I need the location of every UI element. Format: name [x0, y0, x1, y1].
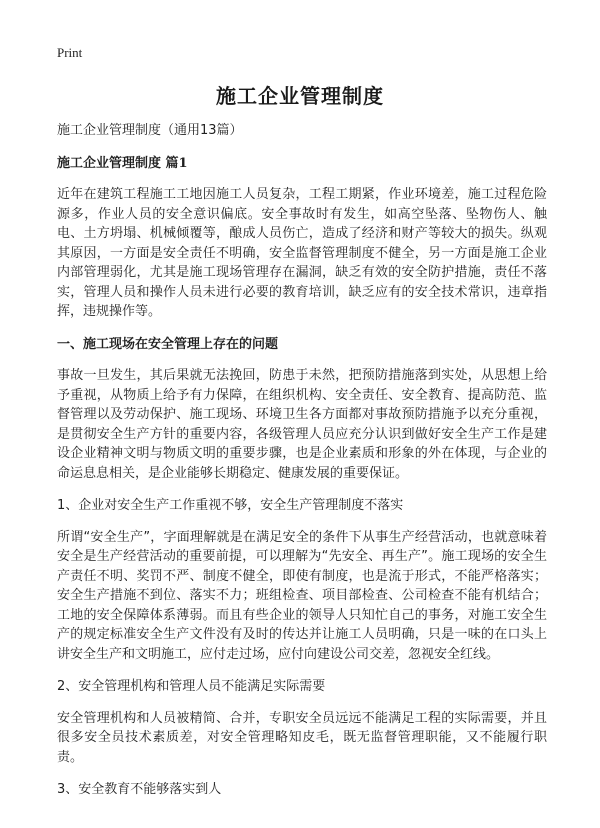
paragraph-accident-prevention: 事故一旦发生，其后果就无法挽回，防患于未然，把预防措施落到实处，从思想上给予重视，从物质上给予有力保障，在组织机构、安全责任、安全教育、提高防范、监督管理以及劳动保护、施工现场、环境卫生各方面都对事故预防措施予以充分重视，是贯彻安全生产方针的重要内容，各级管理人员应充分认识到做好安全生产工作是建设企业精神文明与物质文明的重要步骤，也是企业素质和形象的外在体现，与企业的命运息息相关，是企业能够长期稳定、健康发展的重要保证。 — [57, 368, 547, 481]
document-title: 施工企业管理制度 — [216, 84, 384, 108]
subheading-3: 3、安全教育不能够落实到人 — [57, 782, 222, 797]
document-subtitle: 施工企业管理制度（通用13篇） — [57, 123, 243, 138]
document-body — [57, 121, 547, 812]
paragraph-management-staff: 安全管理机构和人员被精简、合并，专职安全员远远不能满足工程的实际需要，并且很多安全员技术素质差，对安全管理略知皮毛，既无监督管理职能，又不能履行职责。 — [57, 710, 547, 765]
subheading-1: 1、企业对安全生产工作重视不够，安全生产管理制度不落实 — [57, 498, 404, 513]
article-heading: 施工企业管理制度 篇1 — [57, 155, 188, 171]
subheading-2: 2、安全管理机构和管理人员不能满足实际需要 — [57, 679, 326, 694]
paragraph-safety-production: 所谓“安全生产”，字面理解就是在满足安全的条件下从事生产经营活动，也就意味着安全是生产经营活动的重要前提，可以理解为“先安全、再生产”。施工现场的安全生产责任不明、奖罚不严、制度不健全，即使有制度，也是流于形式，不能严格落实；安全生产措施不到位、落实不力；班组检查、项目部检查、公司检查不能有机结合；工地的安全保障体系薄弱。而且有些企业的领导人只知忙自己的事务，对施工安全生产的规定标准安全生产文件没有及时的传达并让施工人员明确，只是一味的在口头上讲安全生产和文明施工，应付走过场，应付向建设公司交差，忽视安全红线。 — [57, 529, 547, 662]
section-heading-1: 一、施工现场在安全管理上存在的问题 — [57, 336, 279, 352]
print-label: Print — [57, 45, 83, 60]
paragraph-intro: 近年在建筑工程施工工地因施工人员复杂，工程工期紧，作业环境差，施工过程危险源多，作业人员的安全意识偏底。安全事故时有发生，如高空坠落、坠物伤人、触电、土方坍塌、机械倾覆等，酿成人员伤亡，造成了经济和财产等较大的损失。纵观其原因，一方面是安全责任不明确，安全监督管理制度不健全，另一方面是施工企业内部管理弱化，尤其是施工现场管理存在漏洞，缺乏有效的安全防护措施，责任不落实，管理人员和操作人员未进行必要的教育培训，缺乏应有的安全技术常识，违章指挥，违规操作等。 — [57, 187, 547, 319]
